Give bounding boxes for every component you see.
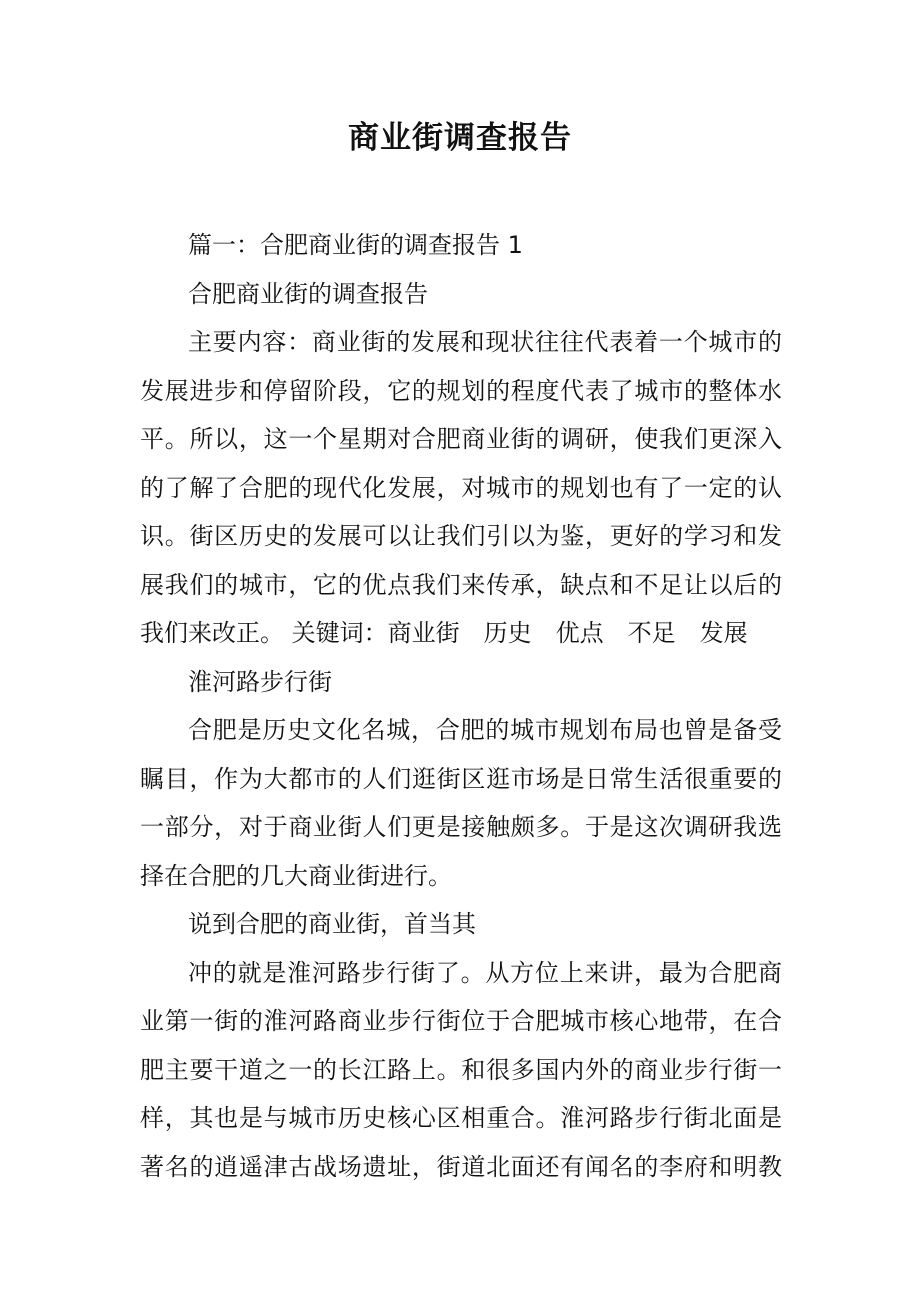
text-line: 样，其也是与城市历史核心区相重合。淮河路步行街北面是	[140, 1104, 782, 1132]
text-line: 说到合肥的商业街，首当其	[188, 910, 476, 938]
text-line: 业第一街的淮河路商业步行街位于合肥城市核心地带，在合	[140, 1007, 782, 1035]
text-line: 冲的就是淮河路步行街了。从方位上来讲，最为合肥商	[188, 958, 782, 987]
text-line: 瞩目，作为大都市的人们逛街区逛市场是日常生活很重要的	[140, 764, 782, 793]
text-line: 我们来改正。 关键词：商业街 历史 优点 不足 发展	[140, 619, 748, 647]
text-line: 主要内容：商业街的发展和现状往往代表着一个城市的	[188, 328, 782, 356]
text-line: 著名的逍遥津古战场遗址，街道北面还有闻名的李府和明教	[140, 1152, 782, 1181]
text-line: 淮河路步行街	[188, 667, 332, 696]
document-title: 商业街调查报告	[348, 120, 572, 156]
document-body	[140, 226, 782, 1196]
text-line: 肥主要干道之一的长江路上。和很多国内外的商业步行街一	[140, 1055, 782, 1084]
text-line: 合肥是历史文化名城，合肥的城市规划布局也曾是备受	[188, 716, 782, 744]
text-line: 一部分，对于商业街人们更是接触颇多。于是这次调研我选	[140, 813, 782, 841]
text-line: 识。街区历史的发展可以让我们引以为鉴，更好的学习和发	[140, 522, 782, 550]
text-line: 篇一：合肥商业街的调查报告 1	[188, 231, 523, 259]
text-line: 合肥商业街的调查报告	[188, 279, 428, 308]
text-line: 平。所以，这一个星期对合肥商业街的调研，使我们更深入	[140, 425, 782, 453]
text-line: 发展进步和停留阶段，它的规划的程度代表了城市的整体水	[140, 376, 782, 405]
text-line: 展我们的城市，它的优点我们来传承，缺点和不足让以后的	[140, 570, 782, 599]
text-line: 的了解了合肥的现代化发展，对城市的规划也有了一定的认	[140, 473, 782, 502]
text-line: 择在合肥的几大商业街进行。	[140, 861, 452, 890]
